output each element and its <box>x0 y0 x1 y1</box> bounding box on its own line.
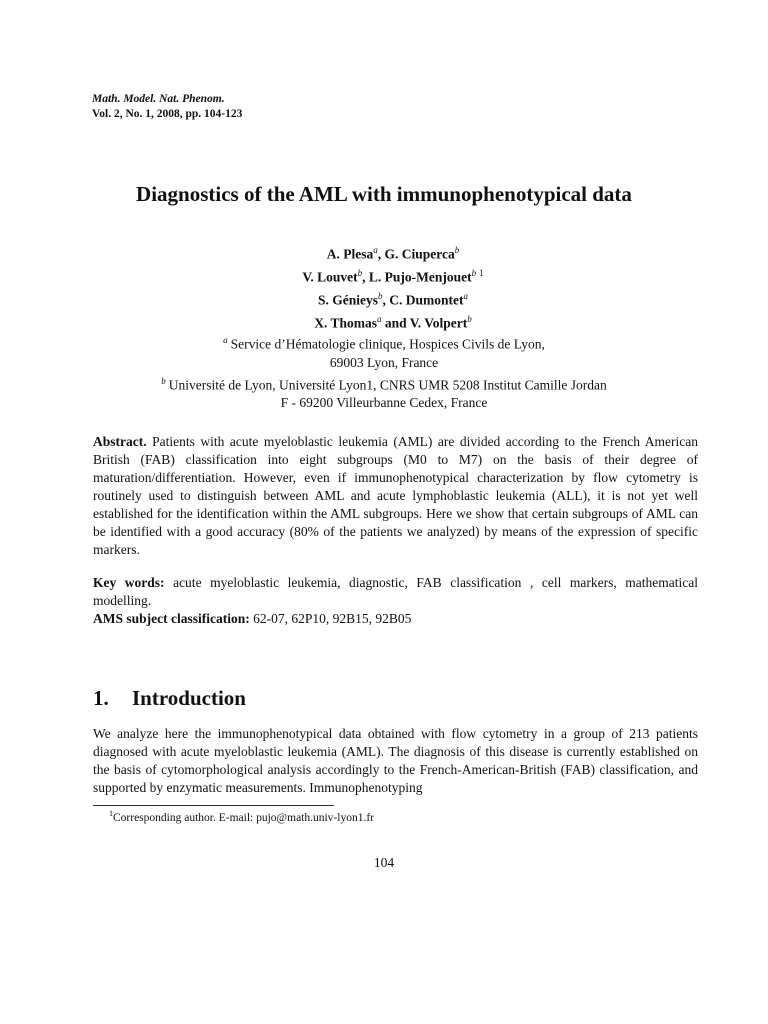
affiliation-line <box>0 372 768 395</box>
footnote-reference[interactable]: 1 <box>479 268 484 278</box>
section-number: 1. <box>93 686 109 710</box>
abstract <box>93 433 698 559</box>
author-block <box>0 241 768 333</box>
abstract-label: Abstract. <box>93 434 147 449</box>
affiliation-mark: a <box>223 335 228 345</box>
author-line <box>0 264 768 287</box>
author-separator: , <box>377 246 385 262</box>
abstract-text: Patients with acute myeloblastic leukemia (AML) are divided according to the French American British (FAB) classification into eight subgroups (M0 to M7) on the basis of their degree of maturation/differentiation. However, even if immunophenotypical characterization by flow cytometry is routinely used to distinguish between AML and acute lymphoblastic leukemia (ALL), it is not yet well established for the identification within the AML subgroups. Here we show that certain subgroups of AML can be identified with a good accuracy (80% of the patients we analyzed) by means of the expression of specific markers. <box>93 434 698 557</box>
author-line <box>0 310 768 333</box>
keywords-block <box>93 574 698 628</box>
affiliation-mark: a <box>373 245 378 255</box>
author-name: X. Thomas <box>314 315 377 331</box>
affiliation-mark: b <box>454 245 460 255</box>
ams-text: 62-07, 62P10, 92B15, 92B05 <box>253 611 412 626</box>
author-separator: , <box>382 292 390 308</box>
affiliation-mark: b <box>161 375 166 386</box>
affiliation-line <box>0 354 768 372</box>
author-line <box>0 241 768 264</box>
page-number: 104 <box>373 855 395 870</box>
affiliation-text: 69003 Lyon, France <box>329 354 439 370</box>
affiliation-mark: b <box>467 314 472 324</box>
footnote-mark: 1 <box>109 809 113 818</box>
author-name: C. Dumontet <box>389 292 464 308</box>
author-line <box>0 287 768 310</box>
author-name: A. Plesa <box>326 246 374 262</box>
affiliation-line <box>0 331 768 354</box>
keywords <box>93 574 698 610</box>
affiliation-mark: b <box>471 268 477 278</box>
journal-name: Math. Model. Nat. Phenom. <box>92 93 225 105</box>
footnote <box>109 807 374 825</box>
journal-citation <box>92 92 242 122</box>
affiliation-text: Service d’Hématologie clinique, Hospices Civils de Lyon, <box>230 336 545 352</box>
affiliation-text: Université de Lyon, Université Lyon1, CNRS UMR 5208 Institut Camille Jordan <box>168 377 607 392</box>
intro-paragraph: We analyze here the immunophenotypical data obtained with flow cytometry in a group of 213 patients diagnosed with acute myeloblastic leukemia (AML). The diagnosis of this disease is currently established on the basis of cytomorphological analysis accordingly to the French-American-British (FAB) classification, and supported by enzymatic measurements. Immunophenotyping <box>93 726 698 795</box>
affiliation-mark: b <box>378 291 383 301</box>
affiliation-mark: a <box>463 291 468 301</box>
footnote-text: Corresponding author. E-mail: pujo@math.univ-lyon1.fr <box>113 811 374 824</box>
author-name: G. Ciuperca <box>384 246 455 262</box>
journal-volume: Vol. 2, No. 1, 2008, pp. 104-123 <box>92 108 243 120</box>
affiliation-line <box>0 394 768 412</box>
paper-title: Diagnostics of the AML with immunophenotypical data <box>136 182 632 206</box>
affiliation-mark: b <box>357 268 363 278</box>
author-name: V. Louvet <box>302 269 358 285</box>
footnote-rule <box>93 805 334 806</box>
affiliation-block <box>0 331 768 412</box>
author-name: S. Génieys <box>317 292 378 308</box>
ams-classification <box>93 610 698 628</box>
affiliation-text: F - 69200 Villeurbanne Cedex, France <box>280 395 488 410</box>
author-separator: , <box>362 269 369 285</box>
keywords-label: Key words: <box>93 575 165 590</box>
section-title: Introduction <box>132 686 246 710</box>
section-heading <box>93 686 246 711</box>
keywords-text: acute myeloblastic leukemia, diagnostic, FAB classification , cell markers, mathematical modelling. <box>93 575 699 608</box>
ams-label: AMS subject classification: <box>93 611 250 626</box>
author-separator: and <box>381 315 410 331</box>
author-name: L. Pujo-Menjouet <box>368 269 472 285</box>
affiliation-mark: a <box>376 314 382 324</box>
author-name: V. Volpert <box>409 315 468 331</box>
